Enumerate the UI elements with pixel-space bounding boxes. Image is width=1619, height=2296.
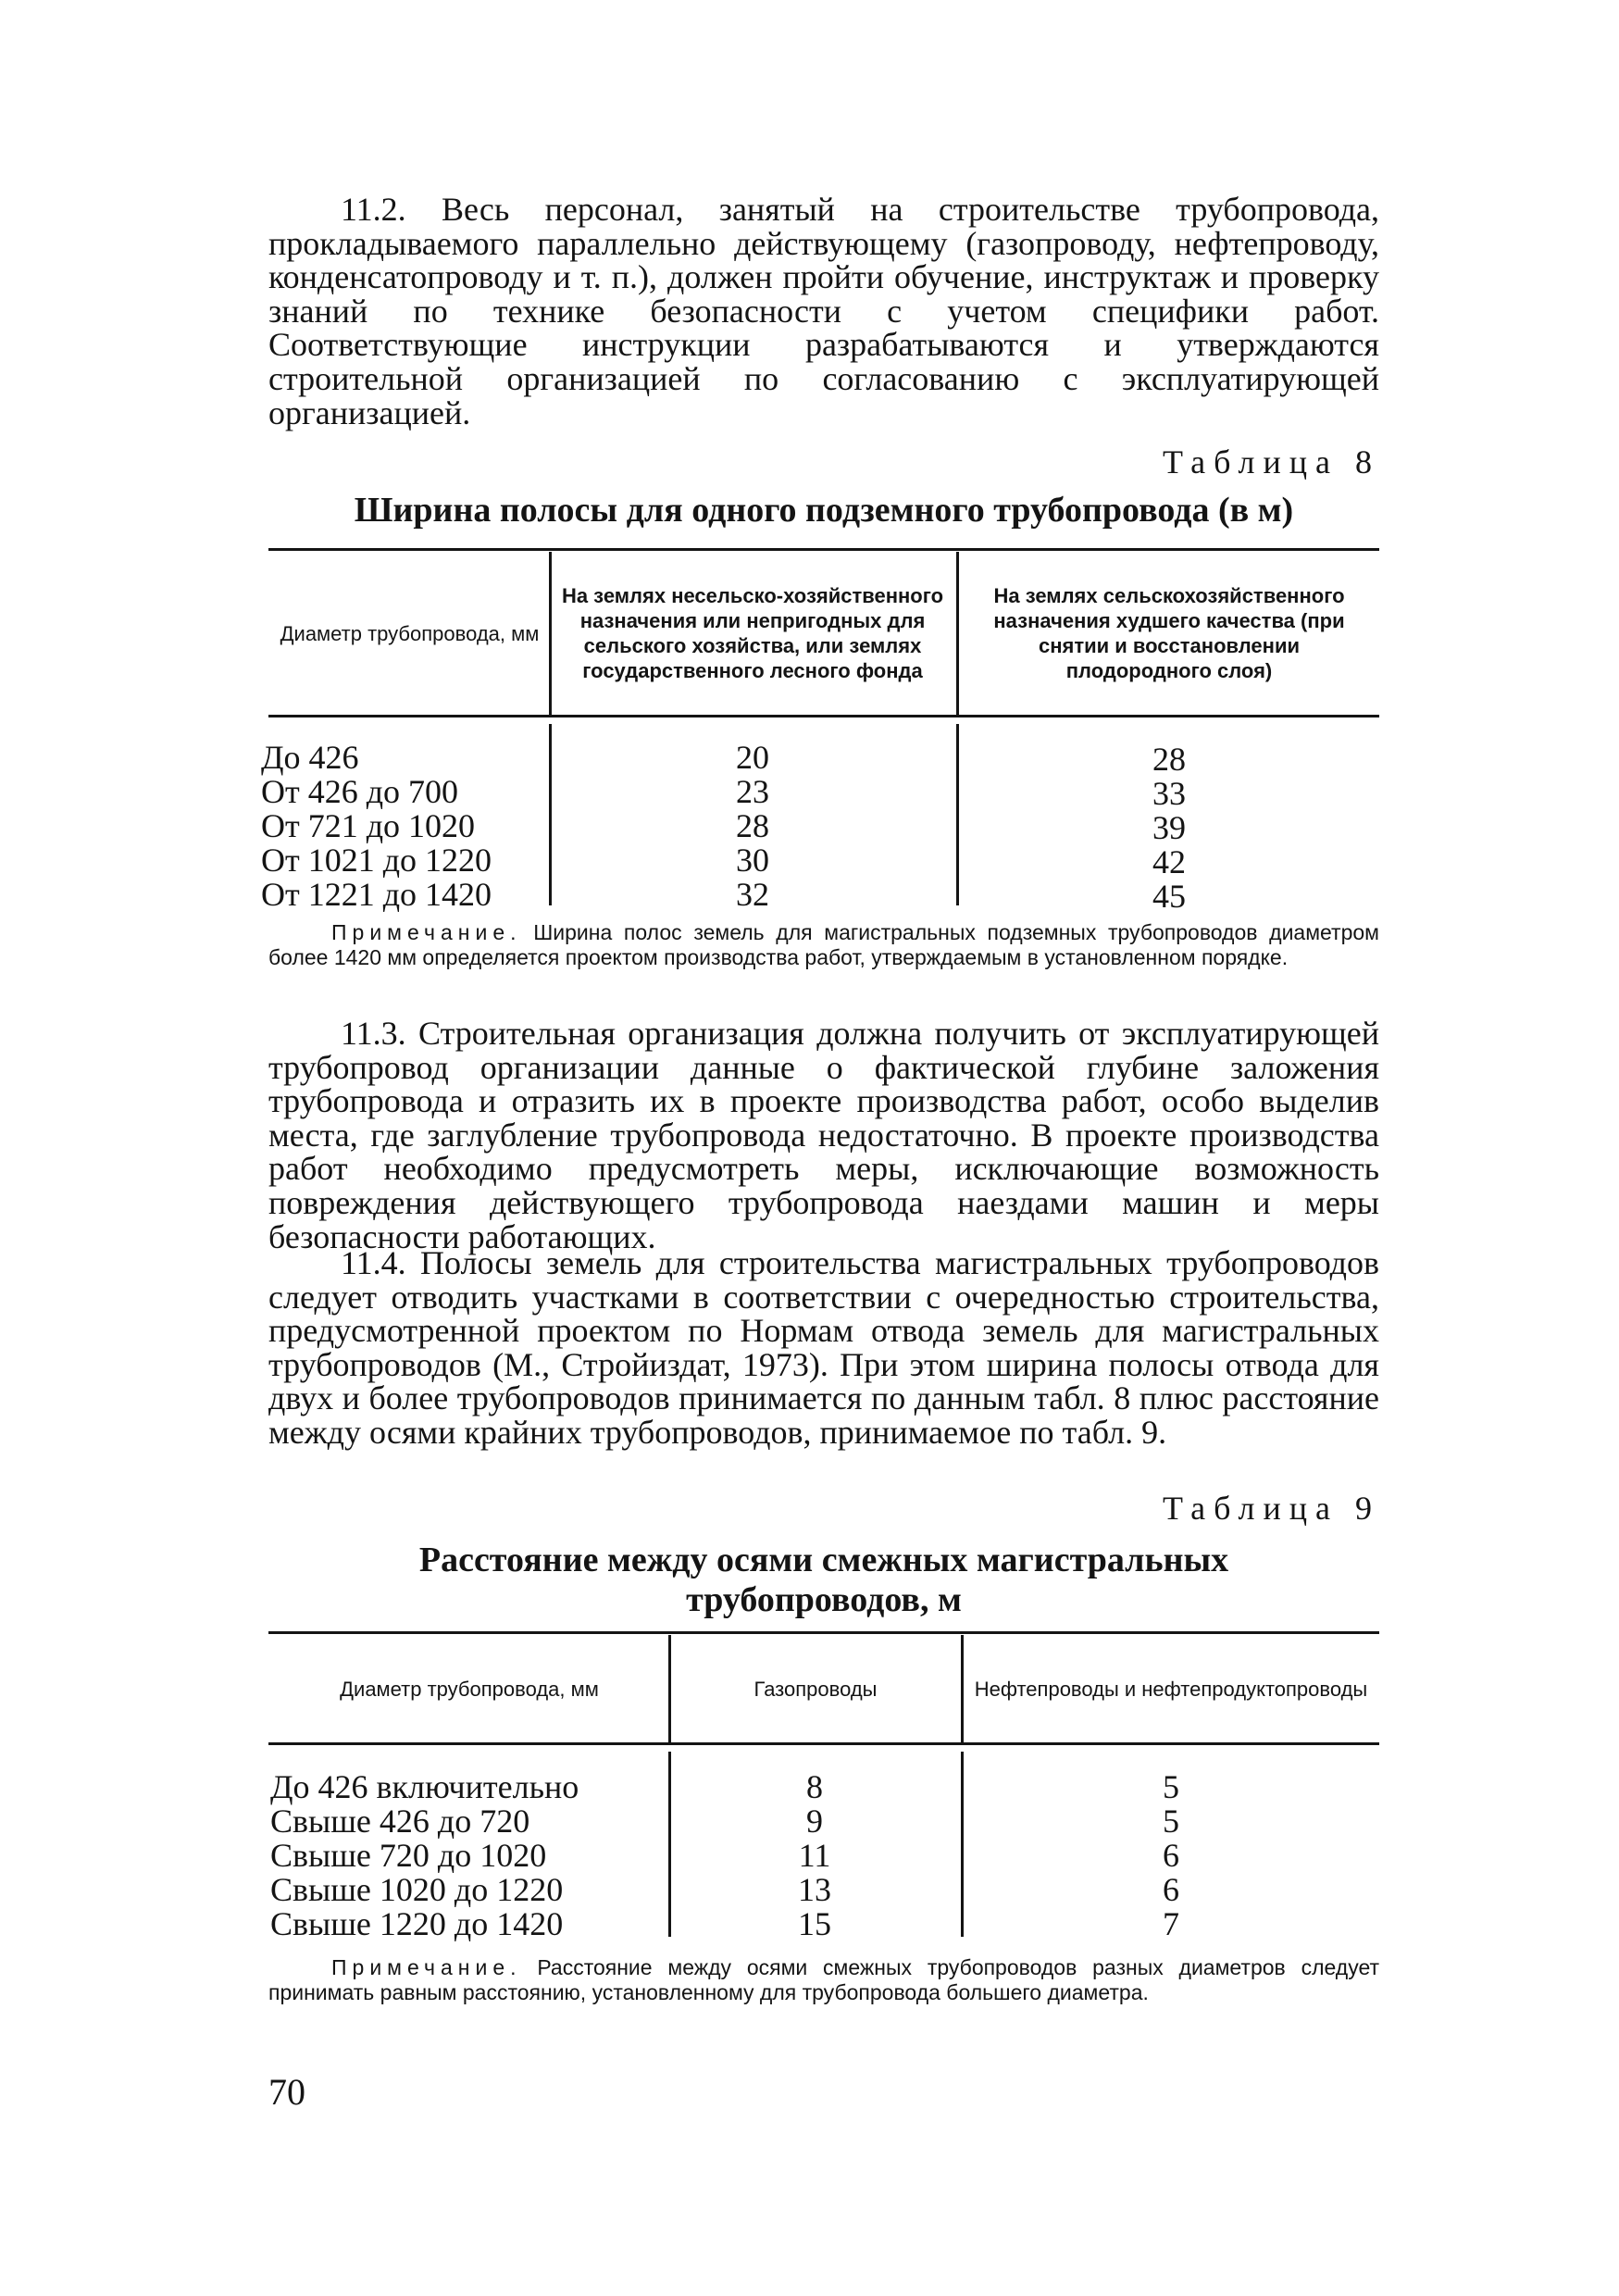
table-8-col-divider	[956, 724, 959, 905]
table-row-cell: 11	[798, 1837, 831, 1874]
table-8-diameter-column	[261, 741, 543, 912]
table-row-cell: 23	[736, 773, 769, 810]
table-8-header-diameter: Диаметр трубопровода, мм	[280, 621, 540, 645]
table-row-cell: От 721 до 1020	[261, 807, 476, 844]
table-row-cell: До 426	[261, 739, 359, 776]
table-9-note	[268, 1955, 1379, 2005]
table-8-header-rule	[268, 715, 1379, 718]
note-text: Ширина полос земель для магистральных подземных трубопроводов диаметром более 1420 мм определяется проектом производства работ, утверждаемым в установленном порядке.	[268, 920, 1379, 969]
table-8-col-divider	[549, 724, 552, 905]
table-row-cell: До 426 включительно	[270, 1768, 579, 1805]
table-8-nonagri-column	[555, 741, 950, 912]
table-row-cell: От 426 до 700	[261, 773, 459, 810]
table-row-cell: 33	[1152, 775, 1186, 812]
page-number: 70	[268, 2071, 305, 2113]
table-8-header-nonagri: На землях несельско-хозяйственного назначения или непригодных для сельского хозяйства, или землях государственного лесного фонда	[561, 584, 944, 682]
table-row-cell: 5	[1163, 1803, 1179, 1840]
table-9-oil-column	[967, 1770, 1375, 1941]
table-9-title	[268, 1541, 1379, 1620]
table-row-cell: 8	[806, 1768, 823, 1805]
table-row-cell: 42	[1152, 843, 1186, 880]
table-9-top-rule	[268, 1631, 1379, 1634]
table-9-col-divider	[961, 1752, 964, 1937]
table-9-title-line-1: Расстояние между осями смежных магистральных	[418, 1541, 1229, 1579]
table-row-cell: 39	[1152, 809, 1186, 846]
table-row-cell: 13	[798, 1871, 831, 1908]
paragraph-11-4: 11.4. Полосы земель для строительства магистральных трубопроводов следует отводить участками в соответствии с очередностью строительства, предусмотренной проектом по Нормам отвода земель для магистральных трубопроводов (М., Стройиздат, 1973). При этом ширина полосы отвода для двух и более трубопроводов принимается по данным табл. 8 плюс расстояние между осями крайних трубопроводов, принимаемое по табл. 9.	[268, 1244, 1379, 1451]
table-row-cell: 6	[1163, 1837, 1179, 1874]
paragraph-11-3: 11.3. Строительная организация должна получить от эксплуатирующей трубопровод организации данные о фактической глубине заложения трубопровода и отразить их в проекте производства работ, особо выделив места, где заглубление трубопровода недостаточно. В проекте производства работ необходимо предусмотреть меры, исключающие возможность повреждения действующего трубопровода наездами машин и меры безопасности работающих.	[268, 1015, 1379, 1255]
table-9-col-divider	[668, 1635, 671, 1742]
table-row-cell: 20	[736, 739, 769, 776]
table-row-cell: Свыше 1220 до 1420	[270, 1905, 564, 1942]
table-8-col-divider	[549, 552, 552, 715]
table-row-cell: 9	[806, 1803, 823, 1840]
table-9-gas-column	[676, 1770, 953, 1941]
table-9-title-line-2: трубопроводов, м	[686, 1580, 962, 1619]
table-row-cell: Свыше 1020 до 1220	[270, 1871, 564, 1908]
table-9-header-oil: Нефтепроводы и нефтепродуктопроводы	[974, 1677, 1368, 1701]
table-row-cell: 5	[1163, 1768, 1179, 1805]
table-row-cell: 32	[736, 876, 769, 913]
table-row-cell: От 1021 до 1220	[261, 842, 492, 879]
table-9-col-divider	[961, 1635, 964, 1742]
table-9-col-divider	[668, 1752, 671, 1937]
note-lead: Примечание.	[331, 920, 522, 944]
table-9-header-rule	[268, 1742, 1379, 1745]
table-row-cell: 45	[1152, 878, 1186, 915]
table-8-agri-column	[963, 742, 1376, 914]
table-8-title: Ширина полосы для одного подземного трубопровода (в м)	[354, 491, 1294, 530]
table-row-cell: 28	[1152, 741, 1186, 778]
table-row-cell: 7	[1163, 1905, 1179, 1942]
note-text: Расстояние между осями смежных трубопроводов разных диаметров следует принимать равным расстоянию, установленному для трубопровода большего диаметра.	[268, 1955, 1380, 2004]
table-row-cell: Свыше 426 до 720	[270, 1803, 530, 1840]
table-8-top-rule	[268, 548, 1379, 551]
table-row-cell: От 1221 до 1420	[261, 876, 492, 913]
table-8-header-agri: На землях сельскохозяйственного назначения худшего качества (при снятии и восстановлении плодородного слоя)	[993, 584, 1345, 682]
table-9-label: Таблица 9	[1163, 1490, 1380, 1527]
table-row-cell: 6	[1163, 1871, 1179, 1908]
table-row-cell: 28	[736, 807, 769, 844]
table-8-note	[268, 920, 1379, 970]
table-9-header-diameter: Диаметр трубопровода, мм	[340, 1677, 599, 1701]
table-8-col-divider	[956, 552, 959, 715]
note-lead: Примечание.	[331, 1955, 522, 1979]
table-8-label: Таблица 8	[1163, 443, 1380, 480]
table-row-cell: 15	[798, 1905, 831, 1942]
table-row-cell: Свыше 720 до 1020	[270, 1837, 547, 1874]
table-9-diameter-column	[270, 1770, 664, 1941]
paragraph-11-2: 11.2. Весь персонал, занятый на строительстве трубопровода, прокладываемого параллельно действующему (газопроводу, нефтепроводу, конденсатопроводу и т. п.), должен пройти обучение, инструктаж и проверку знаний по технике безопасности с учетом специфики работ. Соответствующие инструкции разрабатываются и утверждаются строительной организацией по согласованию с эксплуатирующей организацией.	[268, 191, 1379, 431]
table-row-cell: 30	[736, 842, 769, 879]
table-9-header-gas: Газопроводы	[753, 1677, 878, 1701]
